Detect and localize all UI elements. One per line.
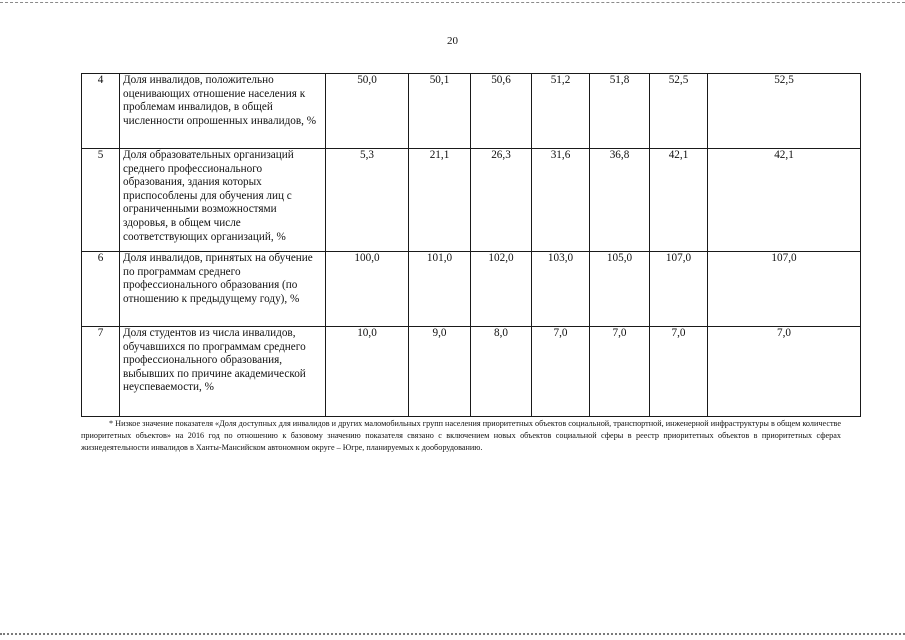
indicator-name: Доля образовательных организаций среднего профессионального образования, здания которых приспособлены для обучения лиц с ограниченными возможностями здоровья, в общем числе соответствующих организаций, %: [120, 149, 326, 252]
value-cell: 107,0: [650, 252, 708, 327]
table-row: [82, 74, 861, 149]
indicator-name: Доля инвалидов, принятых на обучение по программам среднего профессионального образования (по отношению к предыдущему году), %: [120, 252, 326, 327]
value-cell: 100,0: [326, 252, 409, 327]
value-cell: 7,0: [532, 327, 590, 417]
footnote-text: * Низкое значение показателя «Доля доступных для инвалидов и других маломобильных групп населения приоритетных объектов социальной, транспортной, инженерной инфраструктуры в общем количестве приоритетных объектов» на 2016 год по отношению к базовому значению показателя связано с включением новых объектов социальной сферы в реестр приоритетных объектов в приоритетных сферах жизнедеятельности инвалидов в Ханты-Мансийском автономном округе – Югре, планируемых к дооборудованию.: [81, 419, 841, 453]
value-cell: 9,0: [409, 327, 471, 417]
indicator-table: [81, 73, 861, 417]
row-number: 7: [82, 327, 120, 417]
value-cell: 52,5: [650, 74, 708, 149]
value-cell: 5,3: [326, 149, 409, 252]
value-cell: 8,0: [471, 327, 532, 417]
value-cell: 101,0: [409, 252, 471, 327]
row-number: 6: [82, 252, 120, 327]
value-cell: 51,2: [532, 74, 590, 149]
value-cell: 21,1: [409, 149, 471, 252]
page-number: 20: [447, 35, 458, 47]
value-cell: 31,6: [532, 149, 590, 252]
value-cell: 42,1: [650, 149, 708, 252]
footnote: [81, 418, 841, 455]
value-cell: 102,0: [471, 252, 532, 327]
table-row: [82, 327, 861, 417]
value-cell: 52,5: [708, 74, 861, 149]
value-cell: 50,1: [409, 74, 471, 149]
table-row: [82, 149, 861, 252]
indicator-name: Доля инвалидов, положительно оценивающих отношение населения к проблемам инвалидов, в общей численности опрошенных инвалидов, %: [120, 74, 326, 149]
value-cell: 7,0: [650, 327, 708, 417]
scan-edge-top: [0, 2, 905, 3]
value-cell: 7,0: [590, 327, 650, 417]
value-cell: 50,0: [326, 74, 409, 149]
value-cell: 10,0: [326, 327, 409, 417]
value-cell: 50,6: [471, 74, 532, 149]
value-cell: 105,0: [590, 252, 650, 327]
value-cell: 26,3: [471, 149, 532, 252]
value-cell: 36,8: [590, 149, 650, 252]
table-row: [82, 252, 861, 327]
value-cell: 103,0: [532, 252, 590, 327]
value-cell: 51,8: [590, 74, 650, 149]
row-number: 4: [82, 74, 120, 149]
value-cell: 7,0: [708, 327, 861, 417]
value-cell: 107,0: [708, 252, 861, 327]
row-number: 5: [82, 149, 120, 252]
indicator-name: Доля студентов из числа инвалидов, обучавшихся по программам среднего профессионального образования, выбывших по причине академической неуспеваемости, %: [120, 327, 326, 417]
value-cell: 42,1: [708, 149, 861, 252]
scan-edge-bottom: [0, 633, 905, 635]
